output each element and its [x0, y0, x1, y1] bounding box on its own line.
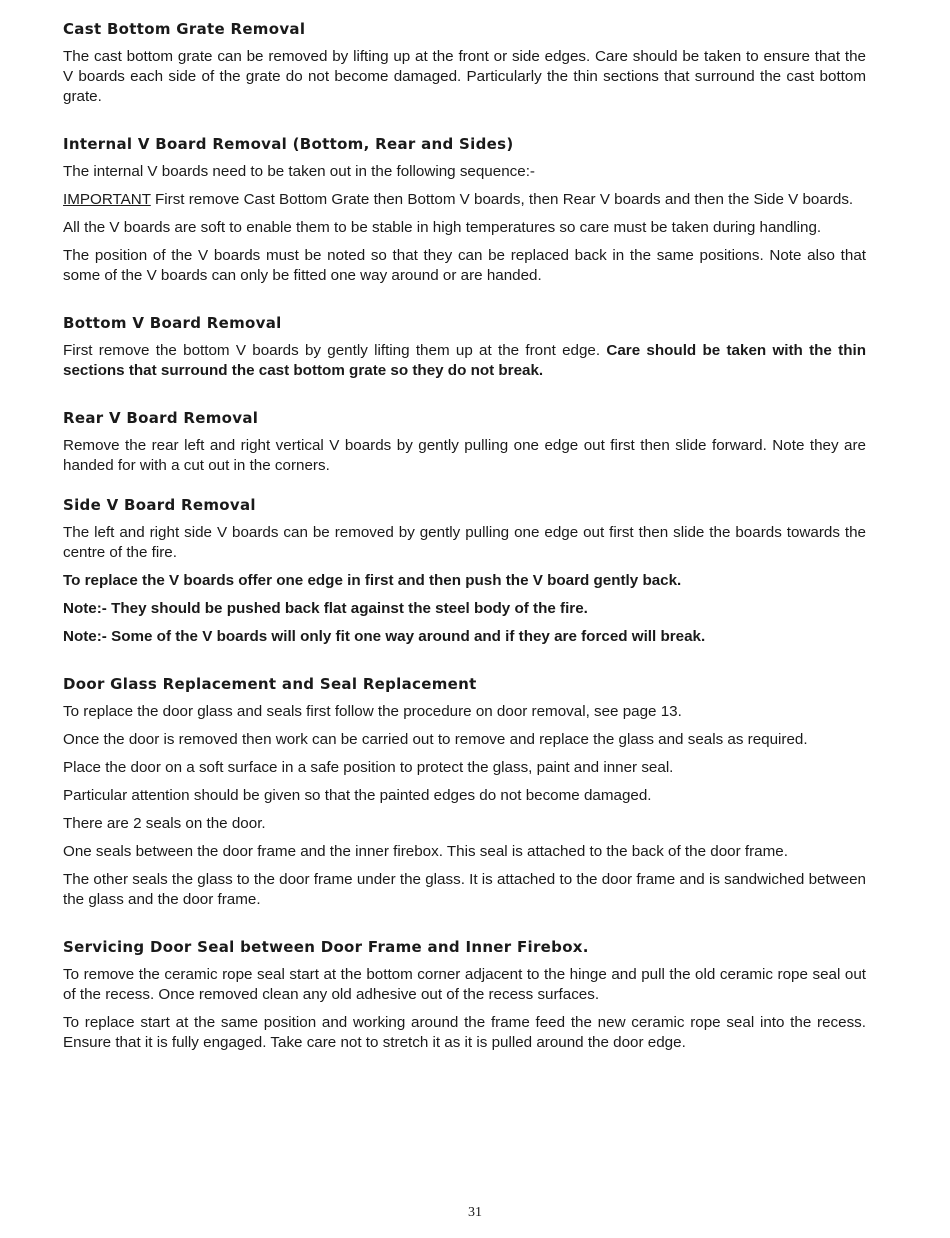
paragraph: All the V boards are soft to enable them to be stable in high temperatures so care must be taken during handling. — [63, 219, 822, 236]
paragraph: There are 2 seals on the door. — [63, 815, 266, 832]
paragraph: The left and right side V boards can be removed by gently pulling one edge out first then slide the boards towards the centre of the fire. — [63, 524, 866, 561]
section-heading: Internal V Board Removal (Bottom, Rear and Sides) — [63, 135, 514, 153]
bold-paragraph: Note:- Some of the V boards will only fit one way around and if they are forced will break. — [63, 628, 706, 645]
paragraph: The internal V boards need to be taken out in the following sequence:- — [63, 163, 535, 180]
section-servicing-door-seal — [63, 936, 866, 1053]
paragraph: To remove the ceramic rope seal start at the bottom corner adjacent to the hinge and pull the old ceramic rope seal out of the recess. Once removed clean any old adhesive out of the recess surfaces. — [63, 966, 866, 1003]
section-heading: Servicing Door Seal between Door Frame and Inner Firebox. — [63, 938, 589, 956]
section-heading: Door Glass Replacement and Seal Replacement — [63, 675, 477, 693]
section-heading: Cast Bottom Grate Removal — [63, 20, 306, 38]
paragraph: The cast bottom grate can be removed by lifting up at the front or side edges. Care should be taken to ensure that the V boards each side of the grate do not become damaged. Particularly the thin sections that surround the cast bottom grate. — [63, 48, 866, 105]
section-bottom-v-board-removal — [63, 312, 866, 381]
section-heading: Bottom V Board Removal — [63, 314, 282, 332]
document-page — [63, 18, 866, 1079]
section-cast-bottom-grate-removal — [63, 18, 866, 107]
section-heading: Rear V Board Removal — [63, 409, 259, 427]
paragraph-bold-text: Care should be taken with the thin sections that surround the cast bottom grate so they do not break. — [63, 342, 866, 379]
paragraph: Once the door is removed then work can be carried out to remove and replace the glass and seals as required. — [63, 731, 808, 748]
paragraph: Particular attention should be given so that the painted edges do not become damaged. — [63, 787, 652, 804]
section-side-v-board-removal — [63, 494, 866, 647]
paragraph — [63, 341, 866, 381]
paragraph: To replace start at the same position and working around the frame feed the new ceramic rope seal into the recess. Ensure that it is fully engaged. Take care not to stretch it as it is pulled around the door edge. — [63, 1014, 866, 1051]
section-rear-v-board-removal — [63, 407, 866, 476]
page-number: 31 — [468, 1205, 482, 1220]
bold-paragraph: Note:- They should be pushed back flat against the steel body of the fire. — [63, 600, 588, 617]
important-paragraph — [63, 190, 866, 210]
paragraph: One seals between the door frame and the inner firebox. This seal is attached to the back of the door frame. — [63, 843, 788, 860]
paragraph: Remove the rear left and right vertical V boards by gently pulling one edge out first then slide forward. Note they are handed for with a cut out in the corners. — [63, 437, 866, 474]
paragraph: The position of the V boards must be noted so that they can be replaced back in the same positions. Note also that some of the V boards can only be fitted one way around or are handed. — [63, 247, 866, 284]
paragraph: Place the door on a soft surface in a safe position to protect the glass, paint and inner seal. — [63, 759, 674, 776]
important-text: First remove Cast Bottom Grate then Bottom V boards, then Rear V boards and then the Side V boards. — [150, 191, 854, 208]
important-label: IMPORTANT — [63, 191, 151, 208]
paragraph: The other seals the glass to the door frame under the glass. It is attached to the door frame and is sandwiched between the glass and the door frame. — [63, 871, 866, 908]
bold-paragraph: To replace the V boards offer one edge in first and then push the V board gently back. — [63, 572, 682, 589]
section-heading: Side V Board Removal — [63, 496, 256, 514]
section-internal-v-board-removal — [63, 133, 866, 286]
paragraph-text: First remove the bottom V boards by gently lifting them up at the front edge. — [63, 342, 607, 359]
paragraph: To replace the door glass and seals first follow the procedure on door removal, see page 13. — [63, 703, 682, 720]
section-door-glass-replacement — [63, 673, 866, 910]
